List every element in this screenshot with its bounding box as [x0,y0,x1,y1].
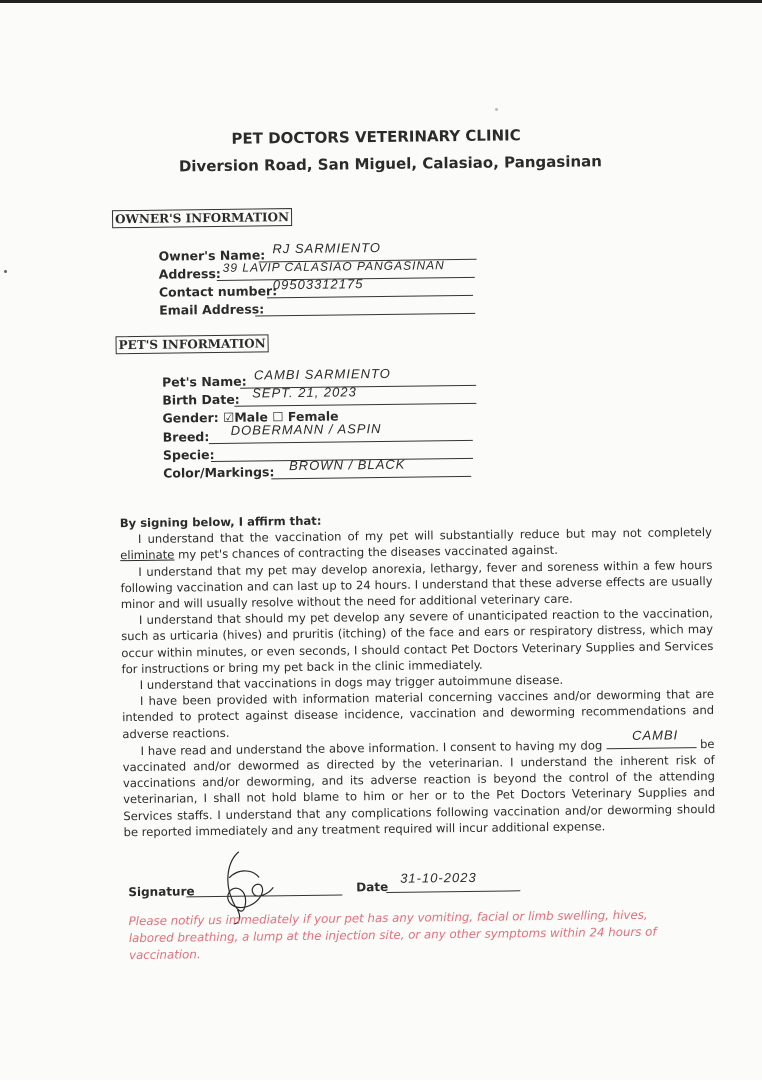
male-option: Male [234,409,269,425]
owner-name-label: Owner's Name: [158,247,266,264]
consent-p6-text: I have read and understand the above information. I consent to having my dog [140,738,607,758]
breed-value: DOBERMANN / ASPIN [230,420,382,438]
clinic-address: Diversion Road, San Miguel, Calasiao, Pangasinan [178,152,602,176]
breed-label: Breed: [162,429,210,445]
date-label: Date [356,879,389,895]
signature-label: Signature [128,884,195,900]
owner-address-value: 39 LAVIP CALASIAO PANGASINAN [222,258,445,275]
consent-paragraph-2: I understand that my pet may develop anorexia, lethargy, fever and soreness within a few hours following vaccination and can last up to 24 hours. I understand that these adverse effects are usually minor and will usually resolve without the need for additional veterinary care. [120,557,713,612]
pet-name-value: CAMBI SARMIENTO [253,365,391,383]
consent-lead: By signing below, I affirm that: [119,513,322,531]
dog-name-value: CAMBI [631,727,679,743]
birth-date-label: Birth Date: [162,391,240,408]
color-markings-label: Color/Markings: [163,464,275,481]
owner-section-title: OWNER'S INFORMATION [112,208,292,228]
consent-p1-text-end: my pet's chances of contracting the diseases vaccinated against. [174,543,558,562]
consent-paragraph-3: I understand that should my pet develop any severe of unanticipated reaction to the vaccination, such as urticaria (hives) and pruritis (itching) of the face and ears or respiratory distress, which may occur within minutes, or even seconds, I should contact Pet Doctors Veterinary Supplies and Services for instructions or bring my pet back in the clinic immediately. [121,606,714,676]
date-value: 31-10-2023 [400,869,477,886]
female-option: Female [287,408,339,425]
dog-name-line[interactable] [606,727,696,749]
contact-number-label: Contact number: [158,283,278,300]
pet-section-title: PET'S INFORMATION [115,334,268,354]
specie-label: Specie: [162,447,215,463]
consent-text [120,508,716,840]
color-markings-value: BROWN / BLACK [288,456,406,474]
pet-name-label: Pet's Name: [161,373,247,390]
contact-number-value: 09503312175 [272,276,364,293]
consent-p6-text-end: be vaccinated and/or dewormed as directed by the veterinarian. I understand the inherent risk of vaccinations and/or deworming, and its adverse reaction is beyond the control of the attending veterinarian, I shall not hold blame to him or her or to the Pet Doctors Veterinary Supplies and Services staffs. I understand that any complications following vaccination and/or deworming should be reported immediately and any treatment required will incur additional expense. [122,736,716,840]
owner-address-label: Address: [158,265,221,282]
consent-paragraph-5: I have been provided with information material concerning vaccines and/or deworming that are intended to protect against disease incidence, vaccination and deworming recommendations and adverse reactions. [122,687,715,741]
male-checkbox[interactable]: ☑ [222,409,235,425]
post-vaccination-notice: Please notify us immediately if your pet has any vomiting, facial or limb swelling, hives, labored breathing, a lump at the injection site, or any other symptoms within 24 hours of vaccination. [128,907,657,963]
owner-name-value: RJ SARMIENTO [272,239,382,257]
consent-paragraph-6 [122,727,716,840]
consent-p1-text: I understand that the vaccination of my pet will substantially reduce but may not completely [137,525,713,547]
clinic-name: PET DOCTORS VETERINARY CLINIC [231,126,521,148]
email-line[interactable] [255,299,475,317]
birth-date-value: SEPT. 21, 2023 [252,384,357,401]
email-label: Email Address: [159,301,265,318]
consent-paragraph-4: I understand that vaccinations in dogs may trigger autoimmune disease. [139,672,564,692]
gender-label: Gender: [162,409,219,426]
female-checkbox[interactable]: ☐ [272,409,284,425]
consent-p1-underlined: eliminate [120,547,175,563]
